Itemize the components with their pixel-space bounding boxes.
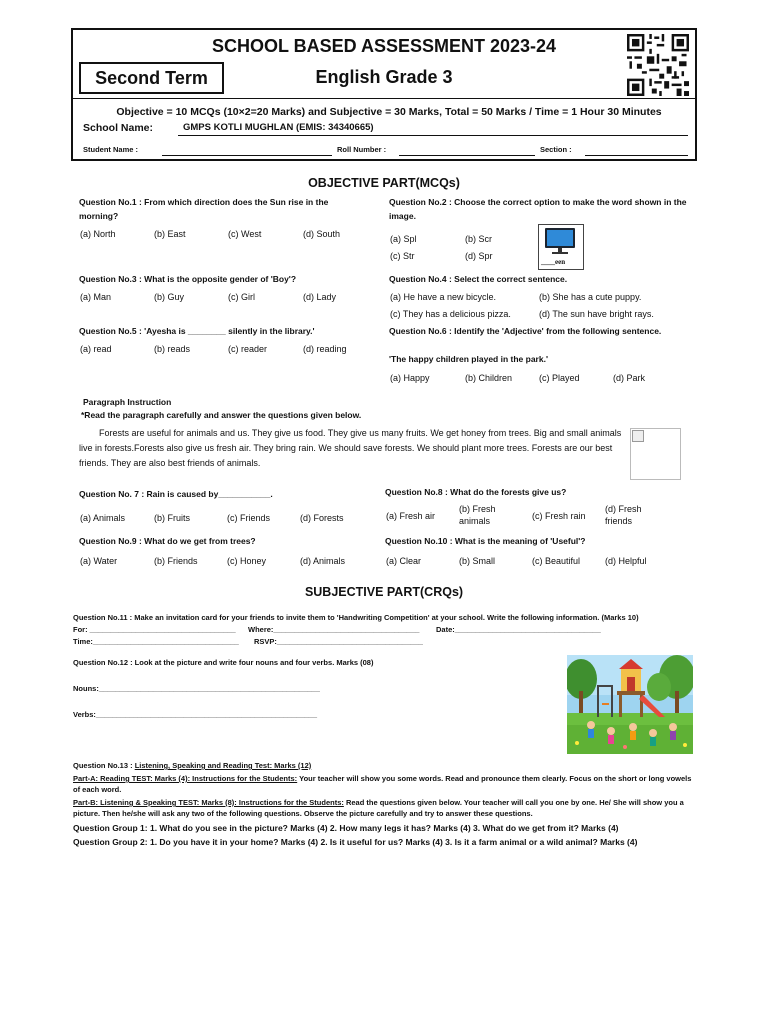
question-group-1: Question Group 1: 1. What do you see in the picture? Marks (4) 2. How many legs it has? Marks (4) 3. What do we get from it? Marks (4) xyxy=(73,823,619,833)
part-a-label: Part-A: Reading TEST: Marks (4): Instructions for the Students: xyxy=(73,774,298,783)
q6-option-d[interactable]: (d) Park xyxy=(613,373,646,383)
q9-option-a[interactable]: (a) Water xyxy=(80,556,118,566)
q7-option-c[interactable]: (c) Friends xyxy=(227,513,271,523)
q6-option-b[interactable]: (b) Children xyxy=(465,373,513,383)
broken-image-icon xyxy=(630,428,681,480)
q8-option-b[interactable]: (b) Fresh animals xyxy=(459,504,496,526)
question-4: Question No.4 : Select the correct sentence. xyxy=(389,274,568,284)
q10-option-a[interactable]: (a) Clear xyxy=(386,556,422,566)
question-6-sentence: 'The happy children played in the park.' xyxy=(389,354,548,364)
q11-where-field[interactable]: Where:___________________________________ xyxy=(248,625,420,634)
question-7: Question No. 7 : Rain is caused by___________. xyxy=(79,489,273,499)
subjective-title: SUBJECTIVE PART(CRQs) xyxy=(304,585,464,599)
monitor-word-label: ____een xyxy=(541,258,566,266)
q1-option-a[interactable]: (a) North xyxy=(80,229,116,239)
header-divider xyxy=(73,98,695,99)
q8-option-d[interactable]: (d) Fresh friends xyxy=(605,504,642,526)
school-name-label: School Name: xyxy=(83,122,154,134)
paragraph-instruction: *Read the paragraph carefully and answer the questions given below. xyxy=(81,410,362,420)
q2-option-b[interactable]: (b) Scr xyxy=(465,234,492,244)
marks-line: Objective = 10 MCQs (10×2=20 Marks) and Subjective = 30 Marks, Total = 50 Marks / Time = 1 Hour 30 Minutes xyxy=(116,106,662,118)
q10-option-b[interactable]: (b) Small xyxy=(459,556,496,566)
student-name-label: Student Name : xyxy=(83,145,139,154)
monitor-image-frame xyxy=(538,224,584,270)
question-11: Question No.11 : Make an invitation card for your friends to invite them to 'Handwriting Competition' at your school. Write the following information. (Marks 10) xyxy=(73,613,639,622)
paragraph-title: Paragraph Instruction xyxy=(83,397,172,407)
q2-option-d[interactable]: (d) Spr xyxy=(465,251,493,261)
q3-option-a[interactable]: (a) Man xyxy=(80,292,112,302)
q3-option-c[interactable]: (c) Girl xyxy=(228,292,255,302)
paragraph-text: Forests are useful for animals and us. They give us food. They give us many fruits. We get honey from trees. Big and small animals live in forests.Forests also give us fresh air. They bring rain. We should save forests. We should plant more trees. Forests are our best friends. They are also best friends of animals. xyxy=(79,428,622,468)
monitor-icon xyxy=(539,225,583,259)
q1-option-d[interactable]: (d) South xyxy=(303,229,341,239)
term-box: Second Term xyxy=(79,62,224,94)
question-3: Question No.3 : What is the opposite gender of 'Boy'? xyxy=(79,274,297,284)
q7-option-b[interactable]: (b) Fruits xyxy=(154,513,190,523)
q8-option-a[interactable]: (a) Fresh air xyxy=(386,511,436,521)
q13-title: Listening, Speaking and Reading Test: Marks (12) xyxy=(134,761,312,770)
q4-option-b[interactable]: (b) She has a cute puppy. xyxy=(539,292,642,302)
q4-option-c[interactable]: (c) They has a delicious pizza. xyxy=(390,309,511,319)
q9-option-b[interactable]: (b) Friends xyxy=(154,556,198,566)
q4-option-d[interactable]: (d) The sun have bright rays. xyxy=(539,309,654,319)
school-name-underline xyxy=(178,135,688,136)
question-10: Question No.10 : What is the meaning of 'Useful'? xyxy=(385,536,586,546)
school-name-value: GMPS KOTLI MUGHLAN (EMIS: 34340665) xyxy=(183,122,374,133)
question-9: Question No.9 : What do we get from trees? xyxy=(79,536,256,546)
q11-rsvp-field[interactable]: RSVP:___________________________________ xyxy=(254,637,423,646)
q9-option-d[interactable]: (d) Animals xyxy=(300,556,346,566)
q9-option-c[interactable]: (c) Honey xyxy=(227,556,267,566)
question-1: Question No.1 : From which direction does the Sun rise in the morning? xyxy=(79,197,329,221)
objective-title: OBJECTIVE PART(MCQs) xyxy=(308,176,460,190)
question-5: Question No.5 : 'Ayesha is ________ silently in the library.' xyxy=(79,326,315,336)
q6-option-c[interactable]: (c) Played xyxy=(539,373,580,383)
q7-option-a[interactable]: (a) Animals xyxy=(80,513,126,523)
part-a-text: Your teacher will show you some words. Read and pronounce them clearly. Focus on the short or long vowels of each word. xyxy=(73,774,692,794)
section-label: Section : xyxy=(540,145,572,154)
qr-code-icon xyxy=(627,34,689,96)
nouns-field[interactable]: Nouns:_____________________________________________________ xyxy=(73,684,320,693)
q5-option-d[interactable]: (d) reading xyxy=(303,344,347,354)
q1-option-c[interactable]: (c) West xyxy=(228,229,262,239)
part-a xyxy=(73,773,693,795)
exam-title: SCHOOL BASED ASSESSMENT 2023-24 xyxy=(211,36,557,56)
q10-option-d[interactable]: (d) Helpful xyxy=(605,556,647,566)
section-field[interactable] xyxy=(585,155,688,156)
part-b-text: Read the questions given below. Your teacher will call you one by one. He/ She will show you a picture. Then he/she will ask any two of the following questions. Observe the picture carefully and try to answer these questions. xyxy=(73,798,684,818)
q8-option-c[interactable]: (c) Fresh rain xyxy=(532,511,586,521)
roll-number-label: Roll Number : xyxy=(337,145,387,154)
question-8: Question No.8 : What do the forests give us? xyxy=(385,487,567,497)
q5-option-c[interactable]: (c) reader xyxy=(228,344,268,354)
q1-option-b[interactable]: (b) East xyxy=(154,229,186,239)
q3-option-b[interactable]: (b) Guy xyxy=(154,292,185,302)
student-name-field[interactable] xyxy=(162,155,332,156)
question-2: Question No.2 : Choose the correct option to make the word shown in the image. xyxy=(389,197,687,221)
q6-option-a[interactable]: (a) Happy xyxy=(390,373,430,383)
q10-option-c[interactable]: (c) Beautiful xyxy=(532,556,581,566)
q4-option-a[interactable]: (a) He have a new bicycle. xyxy=(390,292,497,302)
q5-option-b[interactable]: (b) reads xyxy=(154,344,191,354)
q13-prefix: Question No.13 : xyxy=(73,761,135,770)
roll-number-field[interactable] xyxy=(399,155,535,156)
q11-date-field[interactable]: Date:___________________________________ xyxy=(436,625,601,634)
question-13 xyxy=(73,760,311,771)
verbs-field[interactable]: Verbs:_____________________________________________________ xyxy=(73,710,317,719)
park-illustration xyxy=(567,655,693,754)
q2-option-a[interactable]: (a) Spl xyxy=(390,234,417,244)
q11-for-field[interactable]: For: ___________________________________ xyxy=(73,625,236,634)
q3-option-d[interactable]: (d) Lady xyxy=(303,292,337,302)
q7-option-d[interactable]: (d) Forests xyxy=(300,513,344,523)
part-b xyxy=(73,797,693,819)
question-12: Question No.12 : Look at the picture and write four nouns and four verbs. Marks (08) xyxy=(73,658,374,667)
part-b-label: Part-B: Listening & Speaking TEST: Marks (8): Instructions for the Students: xyxy=(73,798,344,807)
q2-option-c[interactable]: (c) Str xyxy=(390,251,415,261)
q11-time-field[interactable]: Time:___________________________________ xyxy=(73,637,239,646)
question-6: Question No.6 : Identify the 'Adjective' from the following sentence. xyxy=(389,326,662,336)
q5-option-a[interactable]: (a) read xyxy=(80,344,112,354)
question-group-2: Question Group 2: 1. Do you have it in your home? Marks (4) 2. Is it useful for us? Marks (4) 3. Is it a farm animal or a wild animal? Marks (4) xyxy=(73,837,638,847)
grade-title: English Grade 3 xyxy=(315,67,453,87)
